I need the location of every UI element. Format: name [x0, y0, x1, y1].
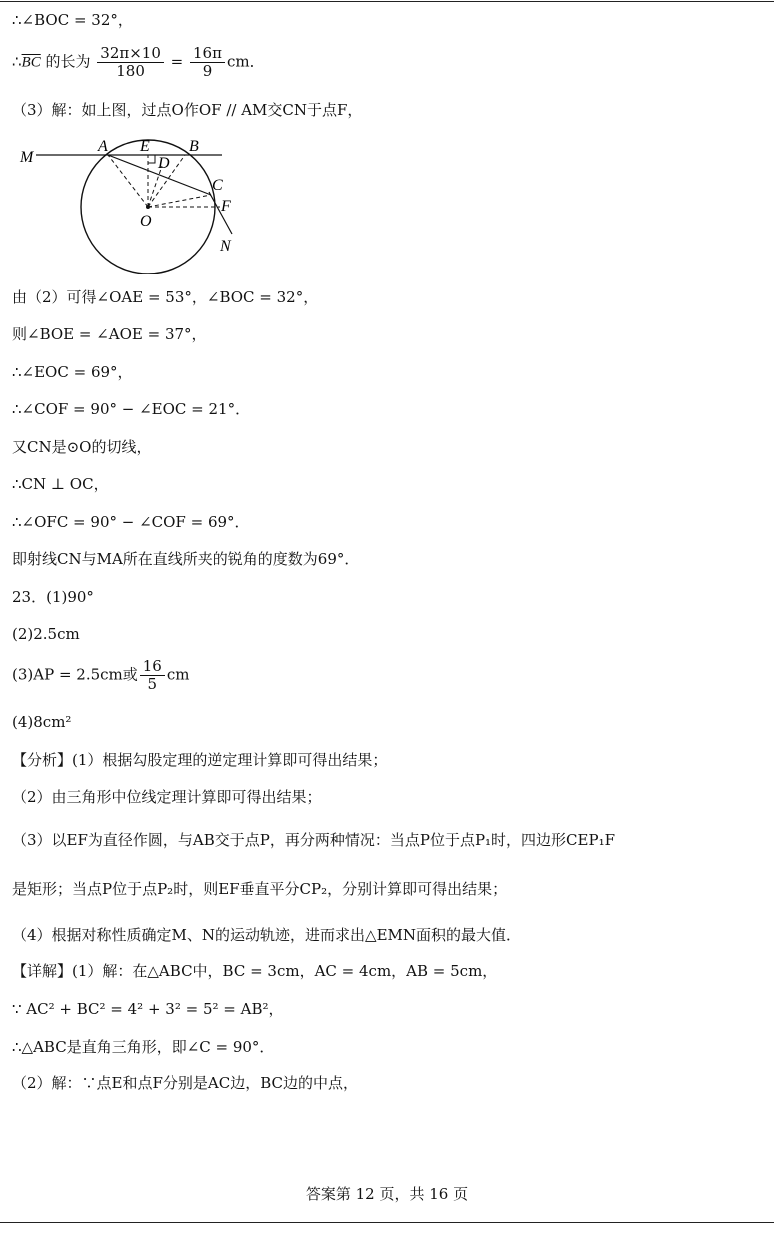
line-boe: 则∠BOE = ∠AOE = 37°， — [12, 325, 207, 343]
segment-oc — [148, 195, 211, 207]
label-e: E — [140, 138, 150, 155]
line-perp: ∴CN ⊥ OC， — [12, 475, 109, 493]
page-footer: 答案第 12 页，共 16 页 — [305, 1185, 469, 1203]
line-q23-2: (2)2.5cm — [12, 625, 80, 643]
point-o — [146, 205, 150, 209]
line-cof: ∴∠COF = 90° − ∠EOC = 21°． — [12, 400, 251, 418]
line-analysis-3: （3）以EF为直径作圆，与AB交于点P，再分两种情况：当点P位于点P₁时，四边形CEP₁F — [12, 831, 615, 849]
line-boc: ∴∠BOC = 32°， — [12, 11, 133, 29]
line-analysis-4: （4）根据对称性质确定M、N的运动轨迹，进而求出△EMN面积的最大值． — [12, 926, 521, 944]
line-conclusion: 即射线CN与MA所在直线所夹的锐角的度数为69°． — [12, 550, 360, 568]
line-tangent: 又CN是⊙O的切线， — [12, 438, 152, 456]
line-analysis-1: 【分析】(1）根据勾股定理的逆定理计算即可得出结果； — [12, 751, 388, 769]
right-angle-mark — [148, 155, 155, 163]
line-q23-1: 23．(1)90° — [12, 588, 94, 606]
line-eoc: ∴∠EOC = 69°， — [12, 363, 133, 381]
line-detail-2: （2）解：∵点E和点F分别是AC边，BC边的中点， — [12, 1074, 358, 1092]
arc-bc: $\overline{BC}$ — [21, 54, 41, 71]
label-b: B — [189, 138, 199, 155]
line-detail-1: 【详解】(1）解：在△ABC中，BC = 3cm，AC = 4cm，AB = 5cm， — [12, 962, 498, 980]
line-detail-pythag: ∵ AC² + BC² = 4² + 3² = 5² = AB²， — [12, 1000, 284, 1018]
label-a: A — [98, 138, 108, 155]
segment-od — [148, 166, 162, 207]
line-analysis-2: （2）由三角形中位线定理计算即可得出结果； — [12, 788, 322, 806]
geometry-figure — [14, 134, 254, 274]
line-analysis-3b: 是矩形；当点P位于点P₂时，则EF垂直平分CP₂，分别计算即可得出结果； — [12, 880, 508, 898]
label-m: M — [20, 149, 34, 166]
label-f: F — [221, 198, 231, 215]
fraction-1: $\frac{32\pi\times 10}{180}$ — [97, 45, 164, 80]
fraction-2: $\frac{16\pi}{9}$ — [190, 45, 225, 80]
fraction-16-5: $\frac{16}{5}$ — [140, 658, 165, 693]
line-q23-3: (3)AP = 2.5cm或 $\frac{16}{5}$ cm — [12, 657, 190, 693]
top-rule — [0, 1, 774, 2]
line-arc-length: $\therefore\overline{BC}$ 的长为 $\frac{32\pi\times 10}{180}$ = $\frac{16\pi}{9}$ cm． — [12, 44, 265, 80]
label-d: D — [158, 155, 170, 172]
bottom-rule — [0, 1222, 774, 1223]
line-from-part2: 由（2）可得∠OAE = 53°，∠BOC = 32°， — [12, 288, 319, 306]
label-o: O — [140, 213, 152, 230]
label-c: C — [212, 177, 223, 194]
line-detail-right: ∴△ABC是直角三角形，即∠C = 90°． — [12, 1038, 275, 1056]
line-q23-4: (4)8cm² — [12, 713, 72, 731]
line-part3: （3）解：如上图，过点O作OF // AM交CN于点F， — [12, 101, 363, 119]
label-n: N — [220, 238, 231, 255]
line-ofc: ∴∠OFC = 90° − ∠COF = 69°． — [12, 513, 250, 531]
